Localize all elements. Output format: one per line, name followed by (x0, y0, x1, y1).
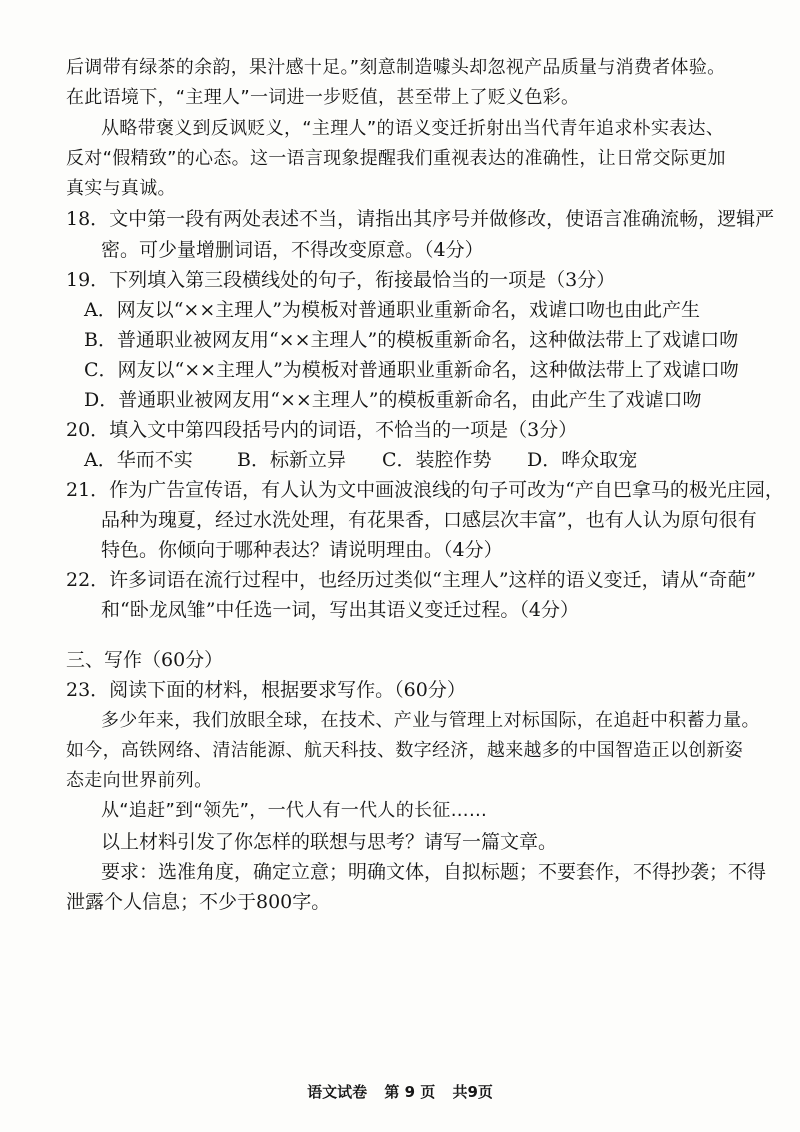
question-18-line-2: 密。可少量增删词语，不得改变原意。（4分） (101, 239, 484, 261)
question-19-option-c: C．网友以“××主理人”为模板对普通职业重新命名，这种做法带上了戏谑口吻 (84, 359, 739, 381)
question-19-option-a: A．网友以“××主理人”为模板对普通职业重新命名，戏谑口吻也由此产生 (84, 299, 700, 321)
question-21-line-1: 21．作为广告宣传语，有人认为文中画波浪线的句子可改为“产自巴拿马的极光庄园， (66, 479, 784, 501)
footer-page-number: 第 9 页 (384, 1083, 436, 1101)
question-20-option-c: C．装腔作势 (382, 449, 492, 471)
footer-total-pages: 共9页 (452, 1083, 493, 1101)
essay-material-line-4: 从“追赶”到“领先”，一代人有一代人的长征…… (101, 800, 488, 821)
passage-line-3: 从略带褒义到反讽贬义，“主理人”的语义变迁折射出当代青年追求朴实表达、 (101, 118, 725, 139)
question-22-line-2: 和“卧龙凤雏”中任选一词，写出其语义变迁过程。（4分） (101, 599, 580, 621)
essay-material-line-3: 态走向世界前列。 (66, 770, 213, 791)
question-23-stem: 23．阅读下面的材料，根据要求写作。（60分） (66, 679, 466, 701)
question-19-option-d: D．普通职业被网友用“××主理人”的模板重新命名，由此产生了戏谑口吻 (84, 389, 702, 411)
question-19-stem: 19．下列填入第三段横线处的句子，衔接最恰当的一项是（3分） (66, 269, 616, 291)
question-20-option-d: D．哗众取宠 (527, 449, 638, 471)
essay-material-line-1: 多少年来，我们放眼全球，在技术、产业与管理上对标国际，在追赶中积蓄力量。 (101, 710, 760, 731)
essay-prompt: 以上材料引发了你怎样的联想与思考？请写一篇文章。 (101, 831, 558, 853)
passage-line-1: 后调带有绿茶的余韵，果汁感十足。”刻意制造噱头却忽视产品质量与消费者体验。 (66, 57, 726, 78)
footer-subject: 语文试卷 (307, 1083, 368, 1101)
passage-line-5: 真实与真诚。 (66, 178, 176, 199)
essay-material-line-2: 如今，高铁网络、清洁能源、航天科技、数字经济，越来越多的中国智造正以创新姿 (66, 740, 744, 761)
essay-requirements-line-1: 要求：选准角度，确定立意；明确文体，自拟标题；不要套作，不得抄袭；不得 (101, 861, 767, 883)
question-19-option-b: B．普通职业被网友用“××主理人”的模板重新命名，这种做法带上了戏谑口吻 (84, 329, 739, 351)
question-20-stem: 20．填入文中第四段括号内的词语，不恰当的一项是（3分） (66, 419, 578, 441)
essay-requirements-line-2: 泄露个人信息；不少于800字。 (66, 891, 331, 913)
section-3-heading: 三、写作（60分） (66, 649, 224, 671)
question-20-option-a: A．华而不实 (84, 449, 193, 471)
passage-line-4: 反对“假精致”的心态。这一语言现象提醒我们重视表达的准确性，让日常交际更加 (66, 148, 726, 169)
question-22-line-1: 22．许多词语在流行过程中，也经历过类似“主理人”这样的语义变迁，请从“奇葩” (66, 569, 757, 591)
passage-line-2: 在此语境下，“主理人”一词进一步贬值，甚至带上了贬义色彩。 (66, 87, 580, 108)
question-18-line-1: 18．文中第一段有两处表述不当，请指出其序号并做修改，使语言准确流畅，逻辑严 (66, 208, 775, 230)
question-21-line-2: 品种为瑰夏，经过水洗处理，有花果香，口感层次丰富”，也有人认为原句很有 (101, 509, 757, 531)
page-footer (0, 1081, 800, 1102)
question-21-line-3: 特色。你倾向于哪种表达？请说明理由。（4分） (101, 539, 503, 561)
question-20-option-b: B．标新立异 (237, 449, 346, 471)
